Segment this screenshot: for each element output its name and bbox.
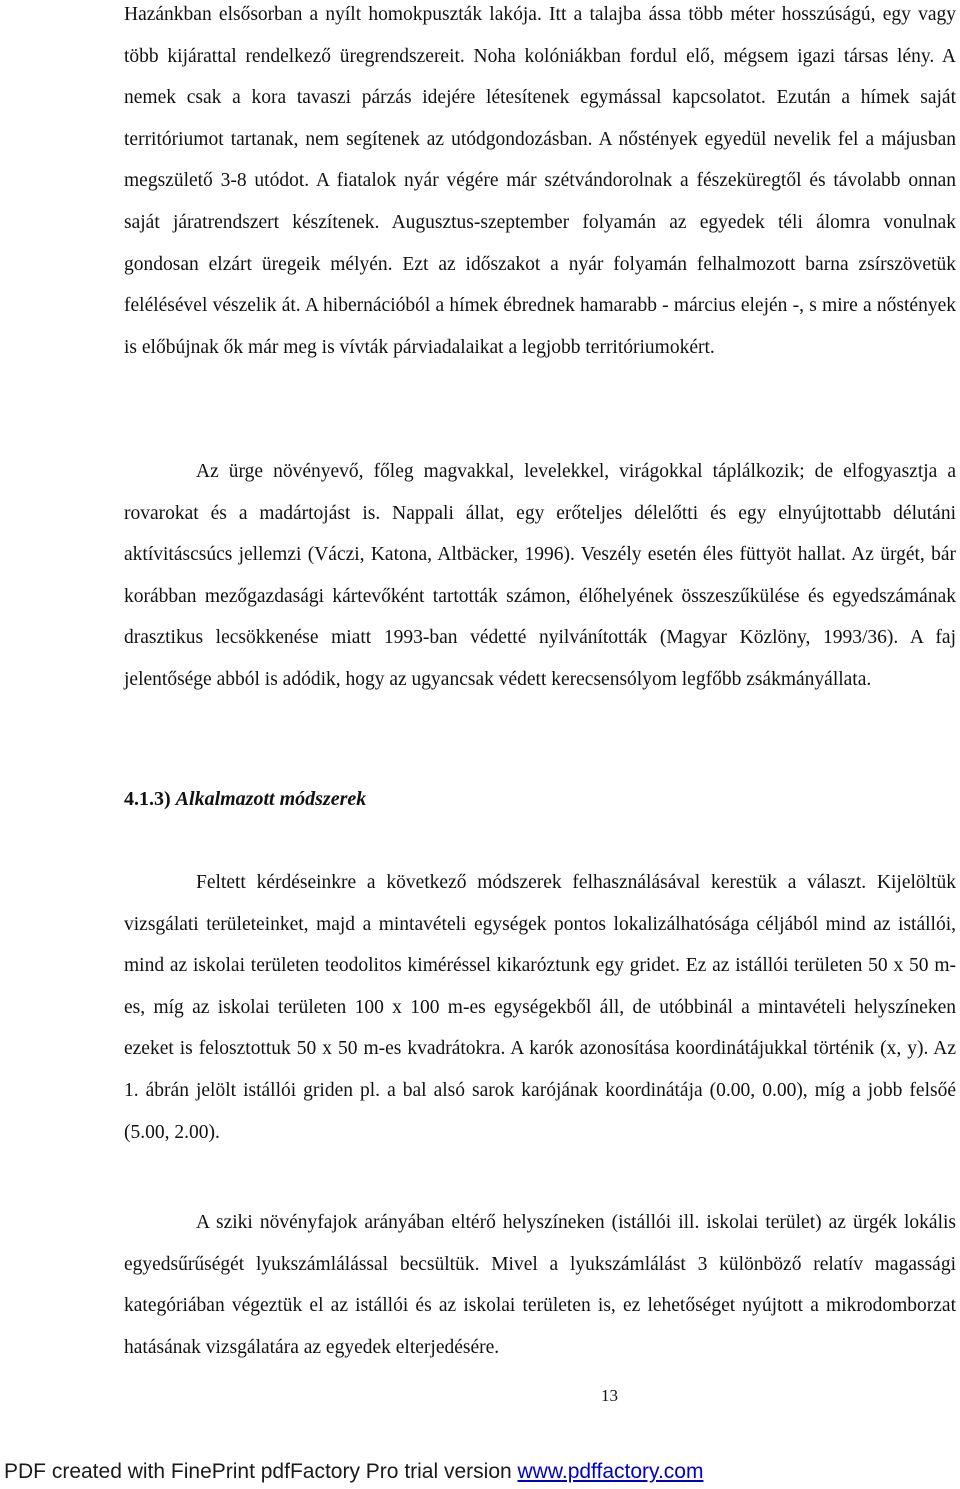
body-paragraph-3: Feltett kérdéseinkre a következő módszerek felhasználásával kerestük a választ. Kijelöltük vizsgálati területeinket, majd a mintavételi egységek pontos lokalizálhatósága céljából mind az istállói, mind az iskolai területen teodolitos kiméréssel kikaróztunk egy gridet. Ez az istállói területen 50 x 50 m-es, míg az iskolai területen 100 x 100 m-es egységekből áll, de utóbbinál a mintavételi helyszíneken ezeket is felosztottuk 50 x 50 m-es kvadrátokra. A karók azonosítása koordinátájukkal történik (x, y). Az 1. ábrán jelölt istállói griden pl. a bal alsó sarok karójának koordinátája (0.00, 0.00), míg a jobb felsőé (5.00, 2.00). [124,872,956,1143]
body-paragraph-2: Az ürge növényevő, főleg magvakkal, levelekkel, virágokkal táplálkozik; de elfogyasztja a rovarokat és a madártojást is. Nappali állat, egy erőteljes délelőtti és egy elnyújtottabb délutáni aktívitáscsúcs jellemzi (Váczi, Katona, Altbäcker, 1996). Veszély esetén éles füttyöt hallat. Az ürgét, bár korábban mezőgazdasági kártevőként tartották számon, élőhelyének összeszűkülése és egyedszámának drasztikus lecsökkenése miatt 1993-ban védetté nyilvánították (Magyar Közlöny, 1993/36). A faj jelentősége abból is adódik, hogy az ugyancsak védett kerecsensólyom legfőbb zsákmányállata. [124,461,956,690]
footer-text: PDF created with FinePrint pdfFactory Pro trial version [4,1460,518,1483]
section-title: Alkalmazott módszerek [175,788,367,810]
section-number: 4.1.3) [124,788,171,810]
footer-link[interactable]: www.pdffactory.com [517,1460,704,1483]
page-number: 13 [601,1386,618,1405]
pdf-footer [4,1460,703,1484]
section-heading [124,788,366,811]
body-paragraph-1: Hazánkban elsősorban a nyílt homokpuszták lakója. Itt a talajba ássa több méter hosszúságú, egy vagy több kijárattal rendelkező üregrendszereit. Noha kolóniákban fordul elő, mégsem igazi társas lény. A nemek csak a kora tavaszi párzás idejére létesítenek egymással kapcsolatot. Ezután a hímek saját territóriumot tartanak, nem segítenek az utódgondozásban. A nőstények egyedül nevelik fel a májusban megszülető 3-8 utódot. A fiatalok nyár végére már szétvándorolnak a fészeküregtől és távolabb onnan saját járatrendszert készítenek. Augusztus-szeptember folyamán az egyedek téli álomra vonulnak gondosan elzárt üregeik mélyén. Ezt az időszakot a nyár folyamán felhalmozott barna zsírszövetük felélésével vészelik át. A hibernációból a hímek ébrednek hamarabb - március elején -, s mire a nőstények is előbújnak ők már meg is vívták párviadalaikat a legjobb territóriumokért. [124,4,956,358]
body-paragraph-4: A sziki növényfajok arányában eltérő helyszíneken (istállói ill. iskolai terület) az ürgék lokális egyedsűrűségét lyukszámlálással becsültük. Mivel a lyukszámlálást 3 különböző relatív magassági kategóriában végeztük el az istállói és az iskolai területen is, ez lehetőséget nyújtott a mikrodomborzat hatásának vizsgálatára az egyedek elterjedésére. [124,1212,956,1358]
